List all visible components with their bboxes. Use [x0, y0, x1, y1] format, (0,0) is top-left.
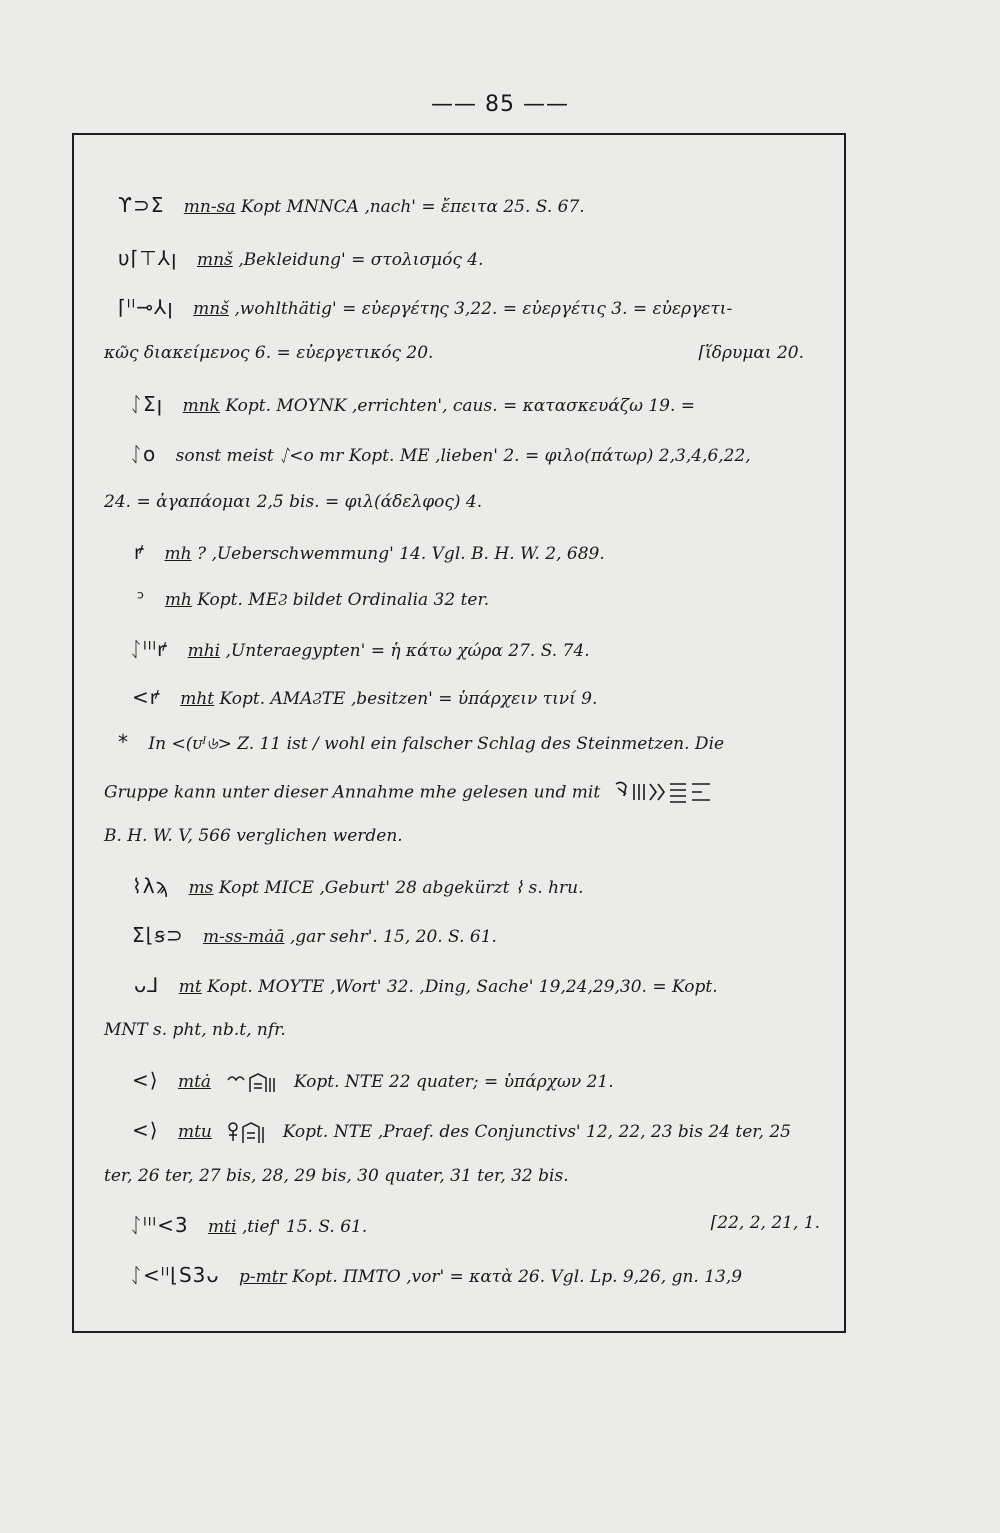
- demotic-sign-group: ᛇᴵᴵᴵ<3: [130, 1213, 189, 1237]
- footnote-continuation: [104, 778, 722, 808]
- entry-text: ‚gar sehr'. 15, 20. S. 61.: [289, 927, 497, 947]
- entry-text: ‚Unteraegypten' = ἡ κάτω χώρα 27. S. 74.: [225, 641, 590, 661]
- demotic-sign-group: ᴗ⅃: [134, 973, 160, 997]
- entry-text: Kopt. ΜΕϨ bildet Ordinalia 32 ter.: [197, 590, 490, 610]
- demotic-sign-group: <ꝵ: [132, 685, 161, 709]
- demotic-sign-group: ᵓ: [137, 586, 146, 610]
- transliteration: mnš: [193, 299, 229, 319]
- entry-text: ‚wohlthätig' = εὐεργέτης 3,22. = εὐεργέτις 3. = εὐεργετι-: [234, 299, 733, 319]
- transliteration: mtȧ: [177, 1072, 212, 1092]
- demotic-sign-group: ϒ⊃Σ: [118, 193, 165, 217]
- demotic-sign-group: ꝵ: [134, 540, 146, 564]
- entry-text: Kopt ΜΙCΕ ‚Geburt' 28 abgekürzt ⌇ s. hru.: [218, 878, 584, 898]
- entry-text: 24. = ἀγαπάομαι 2,5 bis. = φιλ(άδελφος) 4.: [104, 492, 483, 512]
- hieroglyph-mta-icon: [224, 1070, 280, 1096]
- entry-continuation: [104, 1020, 286, 1040]
- transliteration: mh: [164, 544, 192, 564]
- entry-mht: [132, 683, 597, 710]
- entry-text: Kopt. ΝΤΕ 22 quater; = ὑπάρχων 21.: [293, 1072, 614, 1092]
- transliteration: mt: [178, 977, 202, 997]
- entry-mta: [132, 1068, 614, 1096]
- entry-text: Kopt. ΠΜΤΟ ‚vor' = κατὰ 26. Vgl. Lp. 9,26, gn. 13,9: [292, 1267, 743, 1287]
- entry-continuation: [104, 492, 482, 512]
- entry-text: Kopt ΜΝΝCΑ ‚nach' = ἔπειτα 25. S. 67.: [240, 197, 585, 217]
- demotic-sign-group: ᛇΣꞁ: [130, 392, 164, 416]
- demotic-sign-group: <⟩: [132, 1068, 159, 1092]
- transliteration: mhi: [187, 641, 221, 661]
- margin-note: ⌈22, 2, 21, 1.: [710, 1213, 820, 1233]
- entry-continuation: [104, 1166, 569, 1186]
- transliteration: p-mtr: [239, 1267, 287, 1287]
- entry-p-mtr: [130, 1263, 742, 1287]
- demotic-sign-group: ᛇo: [130, 442, 157, 466]
- transliteration: mnk: [182, 396, 220, 416]
- entry-m-ss-maa: [132, 923, 497, 947]
- footnote-continuation: [104, 826, 403, 846]
- entry-continuation: [104, 343, 804, 363]
- entry-text: Kopt. ΝΤΕ ‚Praef. des Conjunctivs' 12, 22, 23 bis 24 ter, 25: [282, 1122, 791, 1142]
- transliteration: mnš: [196, 250, 233, 270]
- footnote-marker: *: [118, 730, 129, 754]
- entry-mn-sa: [118, 193, 585, 217]
- entry-mnk: [130, 392, 695, 416]
- demotic-sign-group: <⟩: [132, 1118, 159, 1142]
- entry-mr: [130, 442, 751, 466]
- entry-text: ter, 26 ter, 27 bis, 28, 29 bis, 30 quater, 31 ter, 32 bis.: [104, 1166, 569, 1186]
- entry-text: In <(ᴜᴵ৬> Z. 11 ist / wohl ein falscher Schlag des Steinmetzen. Die: [148, 734, 725, 754]
- entry-text: B. H. W. V, 566 verglichen werden.: [104, 826, 403, 846]
- transliteration: mtu: [177, 1122, 212, 1142]
- entry-mh-1: [134, 538, 605, 565]
- demotic-sign-group: υ⌈⊤⅄ꞁ: [118, 246, 178, 270]
- demotic-sign-group: ᛇ<ᴵᴵ⌊S3ᴗ: [130, 1263, 220, 1287]
- page-number: —— 85 ——: [431, 92, 569, 117]
- entry-text: Gruppe kann unter dieser Annahme mhe gelesen und mit: [104, 782, 601, 803]
- transliteration: m-ss-mȧā: [203, 927, 285, 947]
- entry-text: ΜΝΤ s. pht, nb.t, nfr.: [104, 1020, 286, 1040]
- hieroglyph-mtu-icon: [225, 1119, 269, 1147]
- entry-mhi: [130, 635, 590, 662]
- entry-mns-2: [118, 295, 732, 319]
- entry-text: Kopt. ΜΟΥΤΕ ‚Wort' 32. ‚Ding, Sache' 19,24,29,30. = Kopt.: [207, 977, 718, 997]
- entry-text: Kopt. ΜΟΥΝΚ ‚errichten', caus. = κατασκευάζω 19. =: [225, 396, 696, 416]
- entry-text: Kopt. ΑΜΑϨΤΕ ‚besitzen' = ὑπάρχειν τινί 9.: [219, 689, 598, 709]
- entry-text: ‚Bekleidung' = στολισμός 4.: [238, 250, 484, 270]
- demotic-sign-group: ⌇λϡ: [132, 874, 170, 898]
- entry-mtu: [132, 1118, 791, 1147]
- transliteration: mht: [180, 689, 215, 709]
- entry-text: κῶς διακείμενος 6. = εὐεργετικός 20.: [104, 343, 434, 363]
- entry-mns-1: [118, 246, 483, 270]
- margin-note: ⌈ἵδρυμαι 20.: [698, 343, 804, 363]
- demotic-sign-group: Σ⌊ꞩ⊃: [132, 923, 184, 947]
- entry-mti: [130, 1213, 820, 1237]
- transliteration: ms: [188, 878, 214, 898]
- demotic-sign-group: ⌈ᴵᴵ⊸⅄ꞁ: [118, 295, 174, 319]
- transliteration: mn-sa: [183, 197, 236, 217]
- demotic-sign-group: ᛇᴵᴵᴵꝵ: [130, 637, 169, 661]
- entry-mt: [134, 973, 718, 997]
- entry-mh-2: [137, 586, 489, 610]
- entry-text: sonst meist ᛇ<o mr Kopt. ΜΕ ‚lieben' 2. = φιλο(πάτωρ) 2,3,4,6,22,: [175, 446, 751, 466]
- entry-text: ? ‚Ueberschwemmung' 14. Vgl. B. H. W. 2, 689.: [196, 544, 605, 564]
- transliteration: mti: [208, 1217, 237, 1237]
- entry-text: ‚tief' 15. S. 61.: [241, 1217, 368, 1237]
- transliteration: mh: [164, 590, 192, 610]
- footnote: [118, 730, 724, 759]
- entry-ms: [132, 874, 584, 898]
- hieroglyph-group-mhe-icon: [612, 778, 722, 808]
